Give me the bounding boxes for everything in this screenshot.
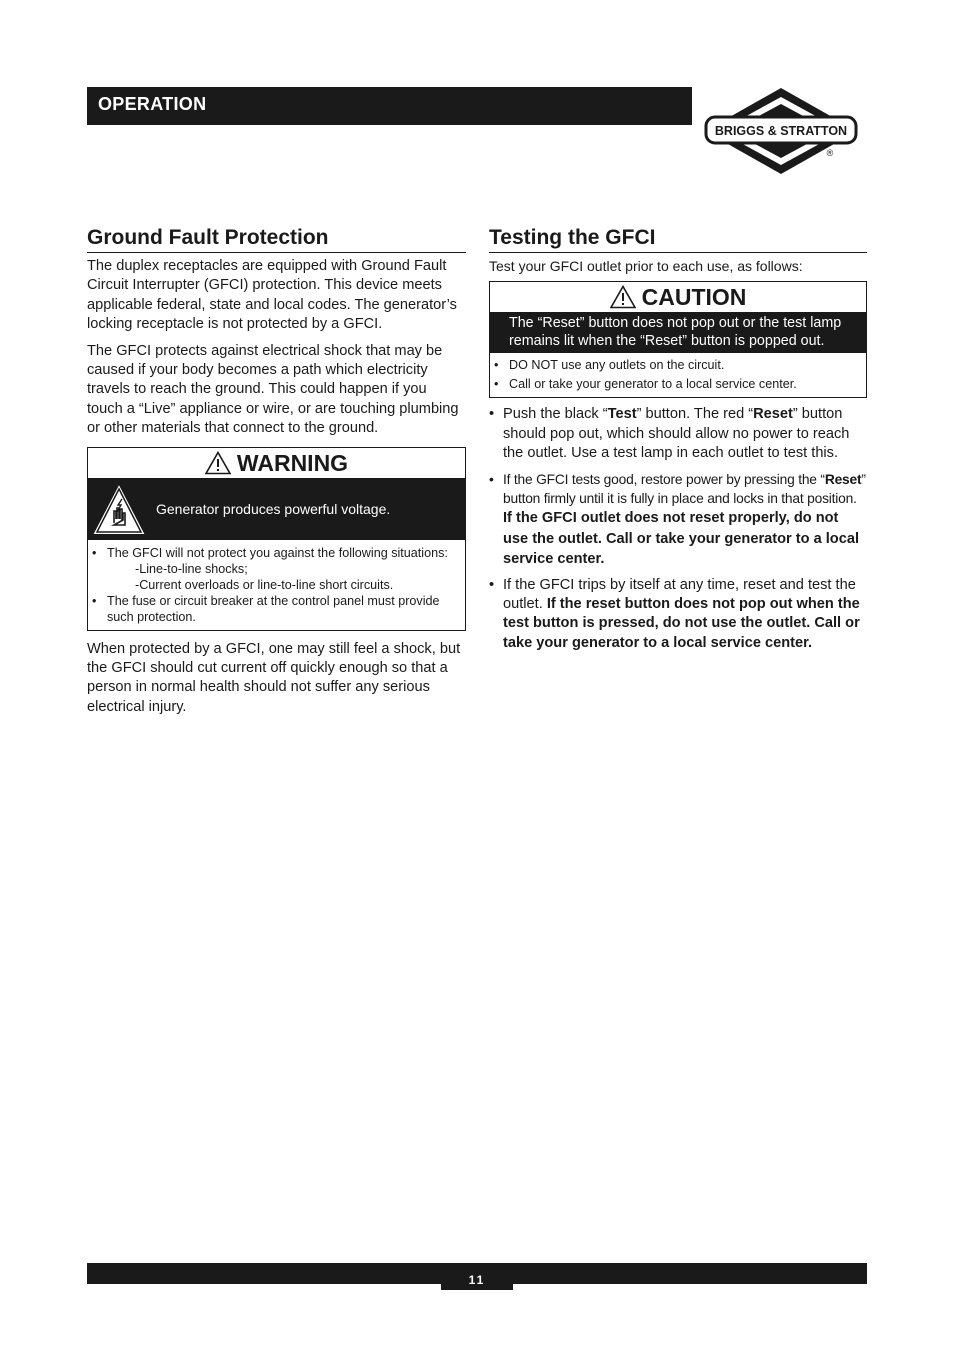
testing-intro: Test your GFCI outlet prior to each use, as follows: [489,258,803,274]
list-item [489,470,867,570]
caution-triangle-icon [610,285,636,309]
caution-list [490,353,866,397]
warning-bullet-1: The GFCI will not protect you against the following situations: [107,545,448,560]
caution-label: CAUTION [641,284,747,311]
testing-gfci-title: Testing the GFCI [489,224,867,253]
warning-bullet-2: The fuse or circuit breaker at the control panel must provide such protection. [107,593,440,624]
step-text: ” button should pop out, which should allow no power to reach the outlet. Use a test lamp in each outlet to test this. [503,406,850,462]
step-text: Push the black “ [503,406,608,423]
warning-triangle-icon [205,451,231,475]
list-item [489,405,867,463]
step-text: If the GFCI trips by itself at any time, reset and test the outlet. [503,576,856,613]
left-column [87,224,466,717]
step-bold-text: If the GFCI outlet does not reset properly, do not use the outlet. Call or take your generator to a local service center. [503,510,860,568]
warning-box [87,447,466,631]
step-bold-text: If the reset button does not pop out when the test button is pressed, do not use the outlet. Call or take your generator to a local service center. [503,596,860,651]
caution-box [489,281,867,398]
step-text: ” button firmly until it is fully in place and locks in that position. [503,471,866,507]
gfci-intro-paragraph: The duplex receptacles are equipped with Ground Fault Circuit Interrupter (GFCI) protection. This device meets applicable federal, state and local codes. The generator’s locking receptacle is not protected by a GFCI. [87,258,457,333]
electric-shock-hazard-icon [88,478,150,540]
page-number: 11 [441,1270,513,1290]
section-header-title: OPERATION [98,94,207,114]
list-item [489,576,867,654]
gfci-protection-paragraph: The GFCI protects against electrical shock that may be caused if your body becomes a path which electricity travels to reach the ground. This could happen if you touch a “Live” appliance or wire, or are touching plumbing or other materials that connect to the ground. [87,342,459,437]
warning-message: Generator produces powerful voltage. [156,500,391,517]
gfci-closing-paragraph: When protected by a GFCI, one may still feel a shock, but the GFCI should cut current off quickly enough so that a person in normal health should not suffer any serious electrical injury. [87,640,461,715]
briggs-stratton-logo [703,86,859,176]
warning-sub-1: -Line-to-line shocks; [135,561,248,576]
registered-mark: ® [826,148,834,158]
warning-sub-2: -Current overloads or line-to-line short circuits. [135,577,394,592]
warning-heading [88,448,465,478]
list-item [92,545,459,593]
section-header-bar [87,87,692,125]
warning-message-bar [88,478,465,540]
logo-text: BRIGGS & STRATTON [714,124,848,138]
testing-steps-list [489,405,867,653]
list-item [92,593,459,625]
reset-button-label: Reset [753,406,793,423]
warning-list [88,540,465,630]
right-column [489,224,867,659]
step-text: If the GFCI tests good, restore power by pressing the “ [503,471,825,487]
list-item: • Call or take your generator to a local service center. [494,375,860,394]
reset-button-label: Reset [824,471,862,487]
list-item: • DO NOT use any outlets on the circuit. [494,356,860,375]
ground-fault-title: Ground Fault Protection [87,224,466,253]
step-text: ” button. The red “ [636,406,754,423]
test-button-label: Test [607,406,637,423]
caution-message: The “Reset” button does not pop out or the test lamp remains lit when the “Reset” button is popped out. [490,312,866,353]
caution-heading [490,282,866,312]
warning-label: WARNING [236,449,349,476]
